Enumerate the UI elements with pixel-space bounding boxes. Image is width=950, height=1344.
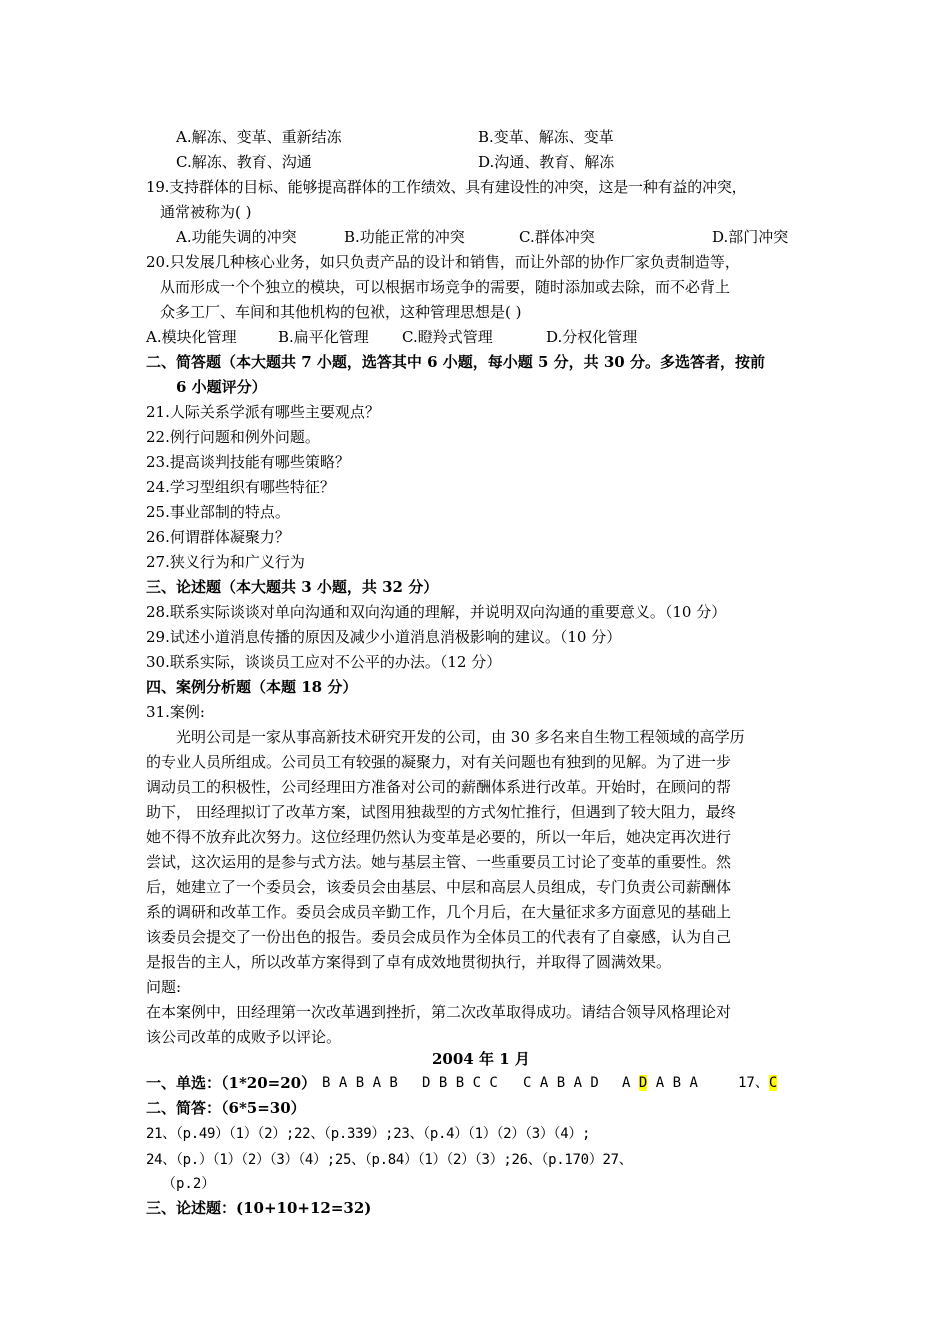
section2-title-line2: 6 小题评分） bbox=[176, 378, 267, 396]
case-paragraph-line: 该委员会提交了一份出色的报告。委员会成员作为全体员工的代表有了自豪感，认为自己 bbox=[146, 928, 732, 946]
answer-date-heading: 2004 年 1 月 bbox=[432, 1050, 530, 1068]
q20-option-b: B.扁平化管理 bbox=[278, 328, 369, 346]
q20-stem-line2: 从而形成一个个独立的模块，可以根据市场竞争的需要，随时添加或去除，而不必背上 bbox=[160, 278, 731, 296]
question-text-line: 该公司改革的成败予以评论。 bbox=[146, 1028, 342, 1046]
case-paragraph-line: 系的调研和改革工作。委员会成员辛勤工作，几个月后，在大量征求多方面意见的基础上 bbox=[146, 903, 732, 921]
case-paragraph-line: 助下， 田经理拟订了改革方案，试图用独裁型的方式匆忙推行，但遇到了较大阻力，最终 bbox=[146, 803, 736, 821]
q20-option-c: C.瞪羚式管理 bbox=[402, 328, 493, 346]
q19-option-b: B.功能正常的冲突 bbox=[344, 228, 465, 246]
question-item: 29.试述小道消息传播的原因及减少小道消息消极影响的建议。（10 分） bbox=[146, 628, 622, 646]
highlighted-answer: D bbox=[638, 1075, 648, 1091]
question-label: 问题: bbox=[146, 978, 182, 996]
q19-option-d: D.部门冲突 bbox=[712, 228, 789, 246]
q20-stem-line3: 众多工厂、车间和其他机构的包袱，这种管理思想是( ) bbox=[160, 303, 522, 321]
mc-answer-group-3: C A B A D bbox=[523, 1075, 599, 1091]
question-text-line: 在本案例中，田经理第一次改革遇到挫折，第二次改革取得成功。请结合领导风格理论对 bbox=[146, 1003, 732, 1021]
short-answer-line: 21、（p.49）（1）（2）;22、（p.339）;23、（p.4）（1）（2）（3）（4）; bbox=[146, 1126, 591, 1142]
q18-option-c: C.解冻、教育、沟通 bbox=[176, 153, 312, 171]
mc-answer-label: 一、单选：（1*20=20） bbox=[146, 1074, 317, 1092]
mc-answer-group-2: D B B C C bbox=[422, 1075, 498, 1091]
case-paragraph-line: 光明公司是一家从事高新技术研究开发的公司，由 30 多名来自生物工程领域的高学历 bbox=[176, 728, 745, 746]
q20-option-d: D.分权化管理 bbox=[546, 328, 638, 346]
q20-option-a: A.模块化管理 bbox=[146, 328, 237, 346]
q19-option-c: C.群体冲突 bbox=[519, 228, 595, 246]
question-item: 28.联系实际谈谈对单向沟通和双向沟通的理解，并说明双向沟通的重要意义。（10 分） bbox=[146, 603, 727, 621]
q19-stem-line1: 19.支持群体的目标、能够提高群体的工作绩效、具有建设性的冲突，这是一种有益的冲突， bbox=[146, 178, 747, 196]
mc-answer-17: 17、C bbox=[738, 1075, 778, 1091]
question-item: 26.何谓群体凝聚力？ bbox=[146, 528, 290, 546]
case-paragraph-line: 她不得不放弃此次努力。这位经理仍然认为变革是必要的，所以一年后，她决定再次进行 bbox=[146, 828, 732, 846]
q18-option-b: B.变革、解冻、变革 bbox=[478, 128, 614, 146]
short-answer-line: （p.2） bbox=[162, 1176, 216, 1192]
case-paragraph-line: 尝试，这次运用的是参与式方法。她与基层主管、一些重要员工讨论了变革的重要性。然 bbox=[146, 853, 732, 871]
mc-answer-group-4: A D A B A bbox=[622, 1075, 698, 1091]
question-item: 30.联系实际，谈谈员工应对不公平的办法。（12 分） bbox=[146, 653, 502, 671]
section4-title: 四、案例分析题（本题 18 分） bbox=[146, 678, 358, 696]
question-item: 22.例行问题和例外问题。 bbox=[146, 428, 320, 446]
short-answer-line: 24、（p.）（1）（2）（3）（4）;25、（p.84）（1）（2）（3）;26、（p.170）27、 bbox=[146, 1152, 633, 1168]
q19-option-a: A.功能失调的冲突 bbox=[176, 228, 297, 246]
q20-stem-line1: 20.只发展几种核心业务，如只负责产品的设计和销售，而让外部的协作厂家负责制造等， bbox=[146, 253, 740, 271]
question-item: 24.学习型组织有哪些特征？ bbox=[146, 478, 335, 496]
highlighted-answer: C bbox=[768, 1075, 778, 1091]
question-item: 27.狭义行为和广义行为 bbox=[146, 553, 305, 571]
case-label: 31.案例: bbox=[146, 703, 205, 721]
short-answer-label: 二、简答：（6*5=30） bbox=[146, 1099, 306, 1117]
essay-answer-label: 三、论述题：(10+10+12=32) bbox=[146, 1199, 372, 1217]
case-paragraph-line: 后，她建立了一个委员会，该委员会由基层、中层和高层人员组成，专门负责公司薪酬体 bbox=[146, 878, 732, 896]
section2-title-line1: 二、简答题（本大题共 7 小题，选答其中 6 小题，每小题 5 分，共 30 分。多选答者，按前 bbox=[146, 353, 765, 371]
question-item: 21.人际关系学派有哪些主要观点？ bbox=[146, 403, 380, 421]
case-paragraph-line: 的专业人员所组成。公司员工有较强的凝聚力，对有关问题也有独到的见解。为了进一步 bbox=[146, 753, 732, 771]
q19-stem-line2: 通常被称为( ) bbox=[160, 203, 252, 221]
case-paragraph-line: 是报告的主人，所以改革方案得到了卓有成效地贯彻执行，并取得了圆满效果。 bbox=[146, 953, 672, 971]
case-paragraph-line: 调动员工的积极性，公司经理田方准备对公司的薪酬体系进行改革。开始时，在顾问的帮 bbox=[146, 778, 732, 796]
section3-title: 三、论述题（本大题共 3 小题，共 32 分） bbox=[146, 578, 439, 596]
q18-option-a: A.解冻、变革、重新结冻 bbox=[176, 128, 342, 146]
q18-option-d: D.沟通、教育、解冻 bbox=[478, 153, 615, 171]
question-item: 25.事业部制的特点。 bbox=[146, 503, 290, 521]
mc-answer-group-1: B A B A B bbox=[322, 1075, 398, 1091]
question-item: 23.提高谈判技能有哪些策略？ bbox=[146, 453, 350, 471]
